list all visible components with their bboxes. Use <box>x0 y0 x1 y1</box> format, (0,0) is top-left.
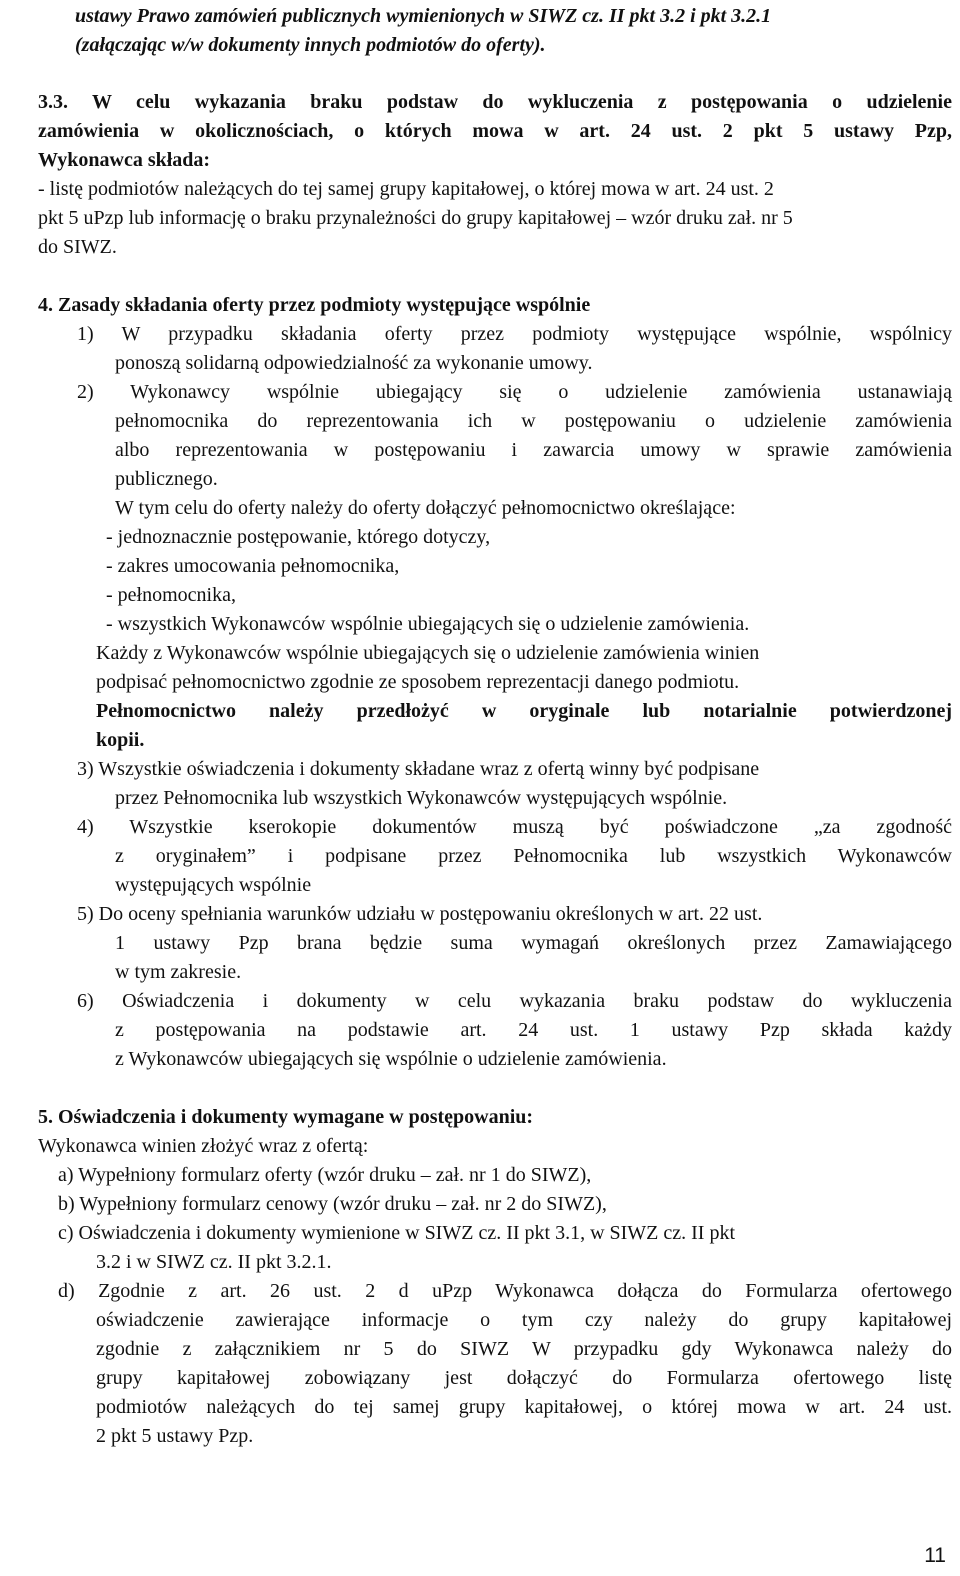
text-line: Wykonawca składa: <box>38 149 211 171</box>
text-line: 3.2 i w SIWZ cz. II pkt 3.2.1. <box>96 1251 332 1273</box>
list-item: 2) Wykonawcy wspólnie ubiegający się o udzielenie zamówienia ustanawiają <box>77 381 952 403</box>
list-item: 3) Wszystkie oświadczenia i dokumenty składane wraz z ofertą winny być podpisane <box>77 758 760 780</box>
text-line: 2 pkt 5 ustawy Pzp. <box>96 1425 254 1447</box>
list-item: c) Oświadczenia i dokumenty wymienione w SIWZ cz. II pkt 3.1, w SIWZ cz. II pkt <box>58 1222 736 1244</box>
list-item: 1) W przypadku składania oferty przez podmioty występujące wspólnie, wspólnicy <box>77 323 952 345</box>
text-line: podpisać pełnomocnictwo zgodnie ze sposobem reprezentacji danego podmiotu. <box>96 671 740 693</box>
text-line: występujących wspólnie <box>115 874 312 896</box>
text-line: oświadczenie zawierające informacje o tym czy należy do grupy kapitałowej <box>96 1309 952 1331</box>
text-line: do SIWZ. <box>38 236 117 258</box>
section-5-heading: 5. Oświadczenia i dokumenty wymagane w postępowaniu: <box>38 1106 534 1128</box>
text-line: (załączając w/w dokumenty innych podmiotów do oferty). <box>75 34 546 56</box>
dash-item: - zakres umocowania pełnomocnika, <box>106 555 400 577</box>
list-item: 4) Wszystkie kserokopie dokumentów muszą być poświadczone „za zgodność <box>77 816 952 838</box>
text-line: publicznego. <box>115 468 218 490</box>
list-item: 5) Do oceny spełniania warunków udziału w postępowaniu określonych w art. 22 ust. <box>77 903 763 925</box>
text-line: zamówienia w okolicznościach, o których mowa w art. 24 ust. 2 pkt 5 ustawy Pzp, <box>38 120 952 142</box>
text-line: Wykonawca winien złożyć wraz z ofertą: <box>38 1135 369 1157</box>
text-line: z postępowania na podstawie art. 24 ust. 1 ustawy Pzp składa każdy <box>115 1019 952 1041</box>
list-item: a) Wypełniony formularz oferty (wzór druku – zał. nr 1 do SIWZ), <box>58 1164 592 1186</box>
text-line: 1 ustawy Pzp brana będzie suma wymagań określonych przez Zamawiającego <box>115 932 952 954</box>
text-line: Każdy z Wykonawców wspólnie ubiegających się o udzielenie zamówienia winien <box>96 642 760 664</box>
text-line: - listę podmiotów należących do tej samej grupy kapitałowej, o której mowa w art. 24 ust. 2 <box>38 178 774 200</box>
text-line: W tym celu do oferty należy do oferty dołączyć pełnomocnictwo określające: <box>115 497 736 519</box>
text-line: kopii. <box>96 729 145 751</box>
text-line: podmiotów należących do tej samej grupy kapitałowej, o której mowa w art. 24 ust. <box>96 1396 952 1418</box>
text-line: w tym zakresie. <box>115 961 242 983</box>
text-line: Pełnomocnictwo należy przedłożyć w oryginale lub notarialnie potwierdzonej <box>96 700 952 722</box>
text-line: pkt 5 uPzp lub informację o braku przynależności do grupy kapitałowej – wzór druku zał. nr 5 <box>38 207 793 229</box>
text-line: z Wykonawców ubiegających się wspólnie o udzielenie zamówienia. <box>115 1048 667 1070</box>
text-line: ponoszą solidarną odpowiedzialność za wykonanie umowy. <box>115 352 593 374</box>
section-4-heading: 4. Zasady składania oferty przez podmioty występujące wspólnie <box>38 294 591 316</box>
text-line: albo reprezentowania w postępowaniu i zawarcia umowy w sprawie zamówienia <box>115 439 952 461</box>
text-line: pełnomocnika do reprezentowania ich w postępowaniu o udzielenie zamówienia <box>115 410 952 432</box>
dash-item: - wszystkich Wykonawców wspólnie ubiegających się o udzielenie zamówienia. <box>106 613 750 635</box>
text-line: ustawy Prawo zamówień publicznych wymienionych w SIWZ cz. II pkt 3.2 i pkt 3.2.1 <box>75 5 772 27</box>
list-item: b) Wypełniony formularz cenowy (wzór druku – zał. nr 2 do SIWZ), <box>58 1193 607 1215</box>
text-line: grupy kapitałowej zobowiązany jest dołączyć do Formularza ofertowego listę <box>96 1367 952 1389</box>
dash-item: - pełnomocnika, <box>106 584 236 606</box>
list-item: 6) Oświadczenia i dokumenty w celu wykazania braku podstaw do wykluczenia <box>77 990 952 1012</box>
dash-item: - jednoznacznie postępowanie, którego dotyczy, <box>106 526 491 548</box>
section-3-3-heading: 3.3. W celu wykazania braku podstaw do wykluczenia z postępowania o udzielenie <box>38 91 952 113</box>
text-line: zgodnie z załącznikiem nr 5 do SIWZ W przypadku gdy Wykonawca należy do <box>96 1338 952 1360</box>
text-line: z oryginałem” i podpisane przez Pełnomocnika lub wszystkich Wykonawców <box>115 845 952 867</box>
list-item: d) Zgodnie z art. 26 ust. 2 d uPzp Wykonawca dołącza do Formularza ofertowego <box>58 1280 952 1302</box>
text-line: przez Pełnomocnika lub wszystkich Wykonawców występujących wspólnie. <box>115 787 728 809</box>
page-number: 11 <box>924 1544 946 1567</box>
